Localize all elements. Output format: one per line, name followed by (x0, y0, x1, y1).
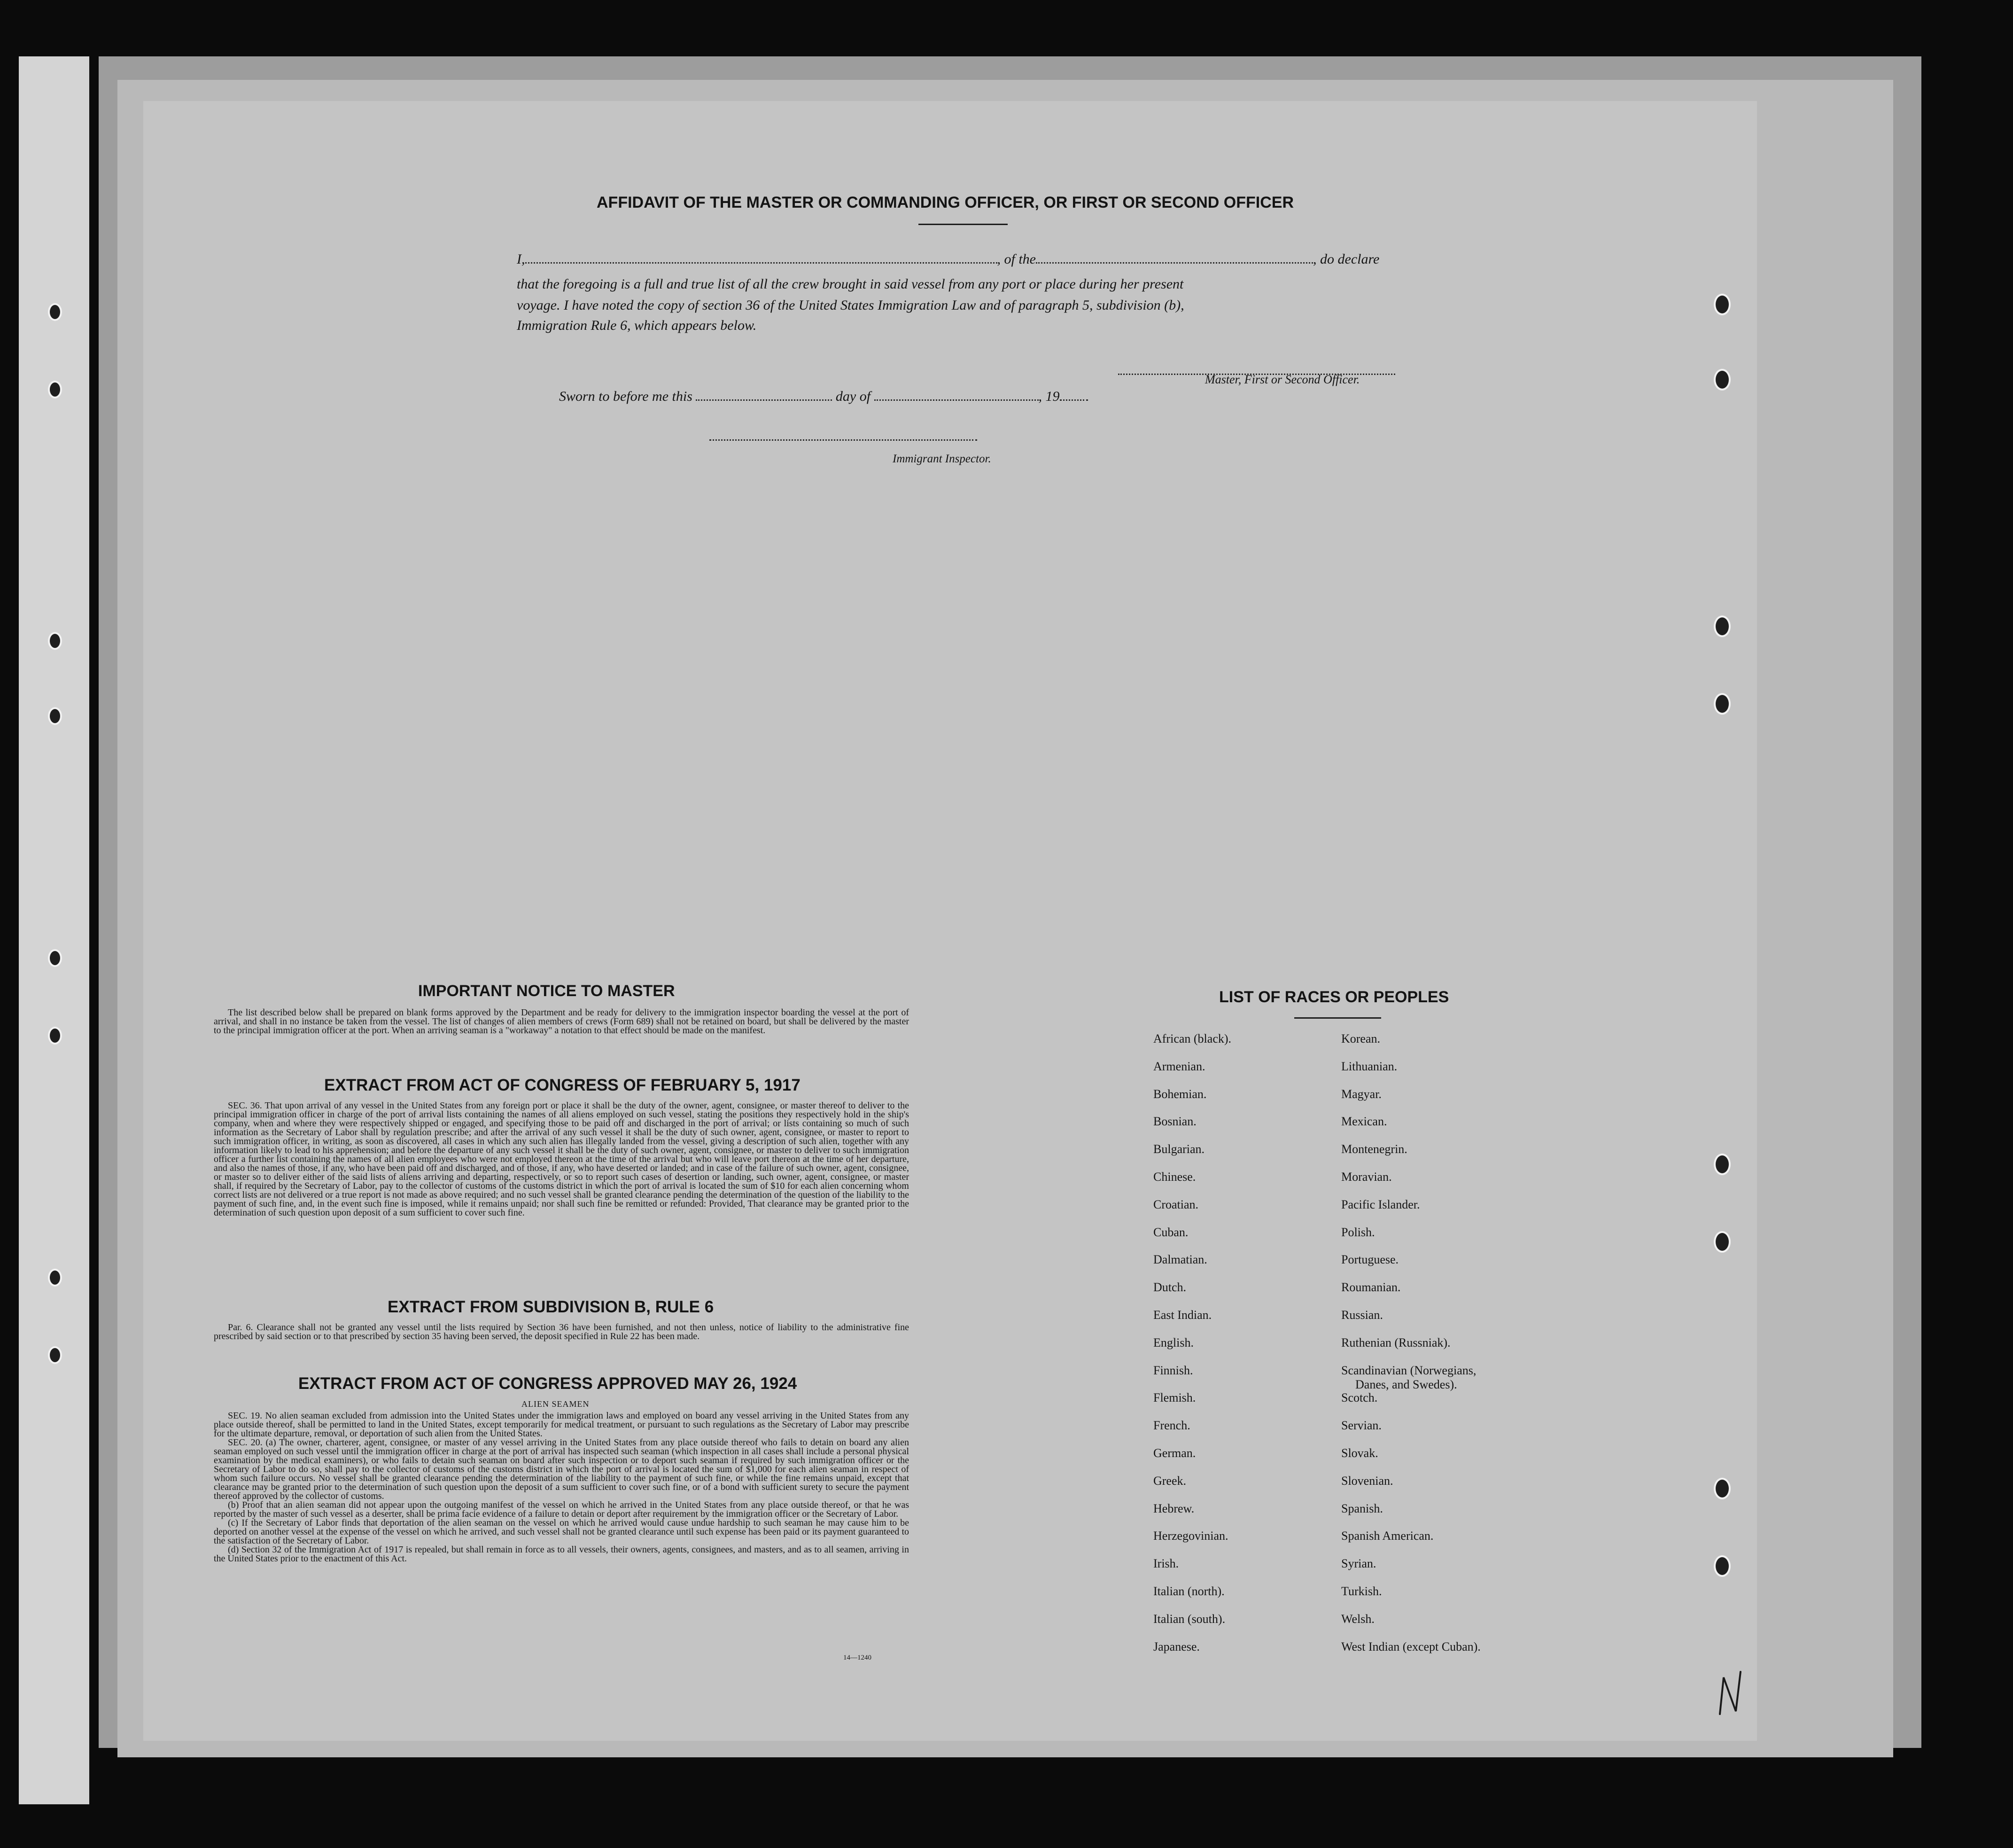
race-item: Italian (north). (1153, 1584, 1225, 1598)
sworn-line (559, 389, 1088, 405)
race-item: Bulgarian. (1153, 1142, 1205, 1156)
sec20d-text: (d) Section 32 of the Immigration Act of 1917 is repealed, but shall remain in force as to all vessels, their owners, agents, consignees, and masters, and as to all seamen, arriving in the United States prior to the enactment of this Act. (214, 1544, 909, 1564)
race-item: Spanish. (1341, 1501, 1383, 1515)
races-heading: LIST OF RACES OR PEOPLES (1219, 988, 1449, 1006)
extract-rule6-body (214, 1323, 909, 1341)
race-item: Flemish. (1153, 1391, 1196, 1405)
punch-hole (1714, 1555, 1731, 1577)
race-item: West Indian (except Cuban). (1341, 1639, 1481, 1653)
extract-1917-heading: EXTRACT FROM ACT OF CONGRESS OF FEBRUARY 5, 1917 (324, 1076, 801, 1094)
race-item: Servian. (1341, 1419, 1382, 1433)
do-declare-label: , do declare (1313, 251, 1380, 267)
race-item: Turkish. (1341, 1584, 1382, 1598)
notice-body (214, 1008, 909, 1035)
punch-hole (1714, 1154, 1731, 1175)
race-item: Herzegovinian. (1153, 1529, 1228, 1543)
race-item: Pacific Islander. (1341, 1197, 1420, 1211)
race-item: Mexican. (1341, 1115, 1387, 1129)
race-item: Irish. (1153, 1557, 1179, 1571)
race-item: German. (1153, 1446, 1196, 1460)
race-item: Dutch. (1153, 1280, 1187, 1294)
divider (1294, 1017, 1381, 1019)
sec20b-text: (b) Proof that an alien seaman did not appear upon the outgoing manifest of the vessel on which he arrived in the United States from any place outside thereof, or that he was reported by the master of such vessel as a deserter, shall be prima facie evidence of a failure to detain or deport after requirement by the immigration officer or the Secretary of Labor. (214, 1500, 909, 1519)
race-item: Croatian. (1153, 1197, 1199, 1211)
sec20a-text: SEC. 20. (a) The owner, charterer, agent, consignee, or master of any vessel arriving in the United States from any place outside thereof who fails to detain on board any alien seaman employed on such vessel until the immigration officer in charge at the port of arrival has inspected such seaman (which inspection in all cases shall include a personal physical examination by the medical examiners), or who fails to detain such seaman on board after such inspection or to deport such seaman if required by such immigration officer or the Secretary of Labor to do so, shall pay to the collector of customs of the customs district in which the port of arrival is located the sum of $1,000 for each alien seaman in respect of whom such failure occurs. No vessel shall be granted clearance pending the determination of the liability to the payment of such fine, or while the fine remains unpaid, except that clearance may be granted prior to the determination of such question upon the deposit of a sum sufficient to cover such fine, or of a bond with sufficient surety to secure the payment thereof approved by the collector of customs. (214, 1437, 909, 1501)
punch-hole (48, 949, 62, 967)
sworn-label: Sworn to before me this (559, 389, 692, 404)
race-item: Chinese. (1153, 1170, 1196, 1184)
race-item: Scotch. (1341, 1391, 1378, 1405)
extract-rule6-heading: EXTRACT FROM SUBDIVISION B, RULE 6 (388, 1298, 714, 1316)
extract-1917-body (214, 1101, 909, 1217)
punch-hole (1714, 1231, 1731, 1253)
sworn-year-field[interactable] (1060, 397, 1088, 401)
race-item: Cuban. (1153, 1225, 1189, 1239)
race-item: Russian. (1341, 1308, 1383, 1322)
race-item: Slovak. (1341, 1446, 1378, 1460)
divider (918, 224, 1008, 225)
punch-hole (48, 632, 62, 650)
race-item: Greek. (1153, 1474, 1187, 1488)
race-item: Hebrew. (1153, 1501, 1195, 1515)
punch-hole (1714, 693, 1731, 715)
race-item: Dalmatian. (1153, 1253, 1207, 1267)
race-item: Welsh. (1341, 1612, 1375, 1626)
race-item: Montenegrin. (1341, 1142, 1407, 1156)
race-item: African (black). (1153, 1032, 1232, 1045)
race-item: Bohemian. (1153, 1087, 1207, 1101)
race-item: Korean. (1341, 1032, 1381, 1045)
extract-1917-text: SEC. 36. That upon arrival of any vessel in the United States from any foreign port or place it shall be the duty of the owner, agent, consignee, or master thereof to deliver to the principal immigration officer in charge of the port of arrival lists containing the names of all aliens employed on such vessel, stating the positions they respectively hold in the ship's company, when and where they were respectively shipped or engaged, and specifying those to be paid off and discharged in the port of arrival; or lists containing so much of such information as the Secretary of Labor shall by regulation prescribe; and after the arrival of any such vessel it shall be the duty of such owner, agent, consignee, or master to report to such immigration officer, in writing, as soon as discovered, all cases in which any such alien has illegally landed from the vessel, giving a description of such alien, together with any information likely to lead to his apprehension; and before the departure of any such vessel it shall be the duty of such owner, agent, consignee, or master to deliver to such immigration officer a further list containing the names of all alien employees who were not employed thereon at the time of the arrival but who will leave port thereon at the time of her departure, and also the names of those, if any, who have been paid off and discharged, and of those, if any, who have deserted or landed; and in case of the failure of such owner, agent, consignee, or master so to deliver either of the said lists of aliens arriving and departing, respectively, or so to report such cases of desertion or landing, such owner, agent, consignee, or master shall, if required by the Secretary of Labor, pay to the collector of customs of the customs district in which the port of arrival is located the sum of $10 for each alien concerning whom correct lists are not delivered or a true report is not made as above required; and no such vessel shall be granted clearance pending the determination of the question of the liability to the payment of such fine, and, in the event such fine is imposed, while it remains unpaid; nor shall such fine be remitted or refunded: Provided, That clearance may be granted prior to the determination of such question upon deposit of a sum sufficient to cover such fine. (214, 1100, 909, 1218)
race-item: Finnish. (1153, 1363, 1193, 1377)
form-number: 14—1240 (843, 1654, 871, 1661)
i-label: I, (517, 251, 525, 267)
punch-hole (1714, 1478, 1731, 1499)
sec20c-text: (c) If the Secretary of Labor finds that deportation of the alien seaman on the vessel on which he arrived would cause undue hardship to such seaman he may cause him to be deported on another vessel at the expense of the vessel on which he arrived, and such vessel shall not be granted clearance until such expense has been paid or its payment guaranteed to the satisfaction of the Secretary of Labor. (214, 1518, 909, 1546)
extract-1924-heading: EXTRACT FROM ACT OF CONGRESS APPROVED MAY 26, 1924 (298, 1374, 797, 1393)
punch-hole (1714, 369, 1731, 390)
race-item: Roumanian. (1341, 1280, 1401, 1294)
notice-text: The list described below shall be prepared on blank forms approved by the Department and be ready for delivery to the immigration inspector boarding the vessel at the port of arrival, and shall in no instance be taken from the vessel. The list of changes of alien members of crews (Form 689) shall not be retained on board, but shall be delivered by the master to the principal immigration officer at the port. When an arriving seaman is a "workaway" a notation to that effect should be made on the manifest. (214, 1007, 909, 1036)
race-item: French. (1153, 1419, 1190, 1433)
affidavit-declaration-line (517, 251, 1379, 267)
extract-rule6-text: Par. 6. Clearance shall not be granted any vessel until the lists required by Section 36 have been furnished, and not then unless, notice of liability to the administrative fine prescribed by said section or to that prescribed by section 35 having been served, the deposit specified in Rule 22 has been made. (214, 1322, 909, 1341)
race-item: East Indian. (1153, 1308, 1212, 1322)
race-item: Magyar. (1341, 1087, 1382, 1101)
day-of-label: day of (835, 389, 871, 404)
race-item: Italian (south). (1153, 1612, 1226, 1626)
punch-hole (1714, 616, 1731, 637)
race-item: Portuguese. (1341, 1253, 1399, 1267)
race-item: Syrian. (1341, 1557, 1376, 1571)
punch-hole (48, 707, 62, 725)
race-item: Lithuanian. (1341, 1059, 1398, 1073)
signer-label: Master, First or Second Officer. (1205, 373, 1360, 386)
punch-hole (48, 303, 62, 321)
affidavit-body-1: that the foregoing is a full and true list of all the crew brought in said vessel from any port or place during her present (517, 276, 1184, 292)
punch-hole (48, 1269, 62, 1287)
vessel-field[interactable] (1036, 259, 1313, 264)
affidavit-body-2: voyage. I have noted the copy of section 36 of the United States Immigration Law and of paragraph 5, subdivision (b), (517, 297, 1184, 313)
punch-hole (48, 1346, 62, 1364)
race-item: English. (1153, 1335, 1194, 1349)
inspector-line[interactable] (709, 435, 977, 443)
notice-heading: IMPORTANT NOTICE TO MASTER (418, 982, 675, 1000)
punch-hole (1714, 294, 1731, 315)
race-item: Armenian. (1153, 1059, 1205, 1073)
handwritten-n-mark (1717, 1668, 1745, 1720)
race-item: Japanese. (1153, 1639, 1200, 1653)
race-item: Slovenian. (1341, 1474, 1393, 1488)
affidavit-body-3: Immigration Rule 6, which appears below. (517, 318, 757, 333)
sec19-text: SEC. 19. No alien seaman excluded from admission into the United States under the immigration laws and employed on board any vessel arriving in the United States from any place outside thereof, shall be permitted to land in the United States, except temporarily for medical treatment, or pursuant to such regulations as the Secretary of Labor may prescribe for the ultimate departure, removal, or deportation of such alien from the United States. (214, 1411, 909, 1439)
sworn-month-field[interactable] (874, 397, 1039, 401)
extract-1924-body (214, 1411, 909, 1563)
year-label: , 19 (1038, 389, 1060, 404)
sworn-day-field[interactable] (696, 397, 832, 401)
name-field[interactable] (525, 259, 997, 264)
race-item: Danes, and Swedes). (1355, 1377, 1457, 1391)
race-item: Bosnian. (1153, 1115, 1197, 1129)
inspector-label: Immigrant Inspector. (893, 452, 991, 465)
of-the-label: , of the (997, 251, 1036, 267)
race-item: Moravian. (1341, 1170, 1392, 1184)
punch-hole (48, 1027, 62, 1045)
race-item: Scandinavian (Norwegians, (1341, 1363, 1477, 1377)
race-item: Ruthenian (Russniak). (1341, 1335, 1451, 1349)
affidavit-heading: AFFIDAVIT OF THE MASTER OR COMMANDING OFFICER, OR FIRST OR SECOND OFFICER (597, 194, 1294, 211)
race-item: Spanish American. (1341, 1529, 1434, 1543)
punch-hole (48, 381, 62, 398)
race-item: Polish. (1341, 1225, 1375, 1239)
alien-seamen-subheading: ALIEN SEAMEN (521, 1399, 590, 1409)
